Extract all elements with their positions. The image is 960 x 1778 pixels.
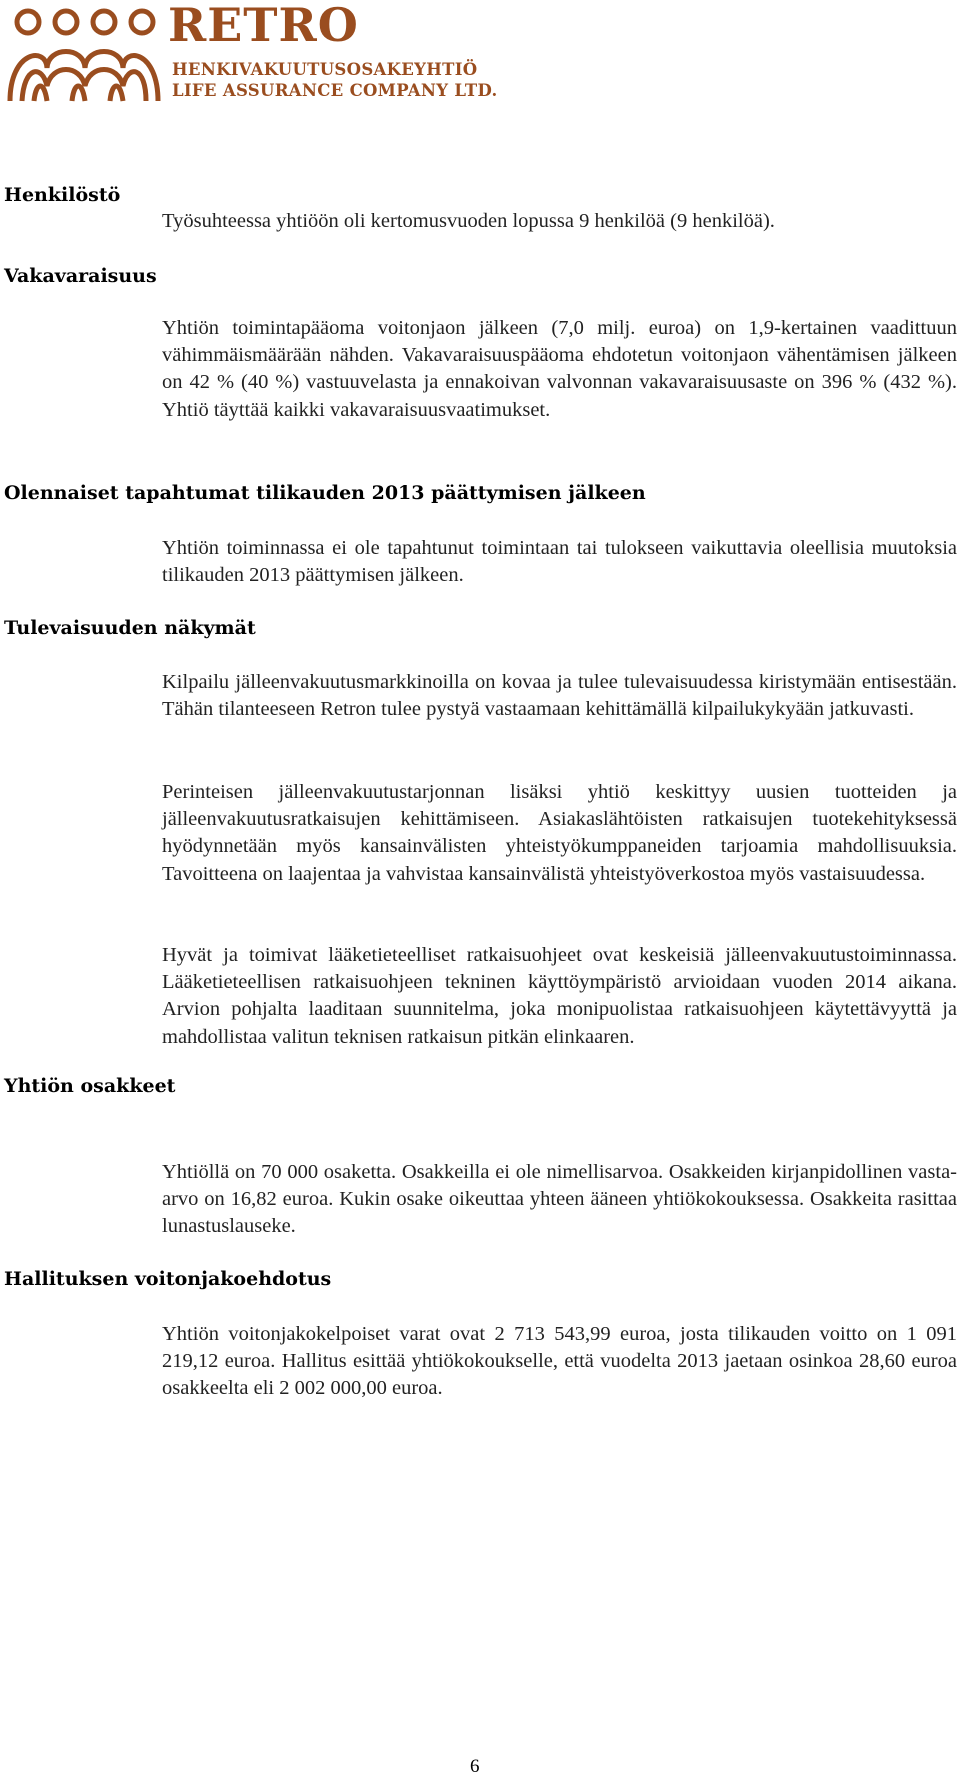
heading-henkilosto: Henkilöstö (4, 184, 121, 206)
paragraph-tulevaisuus-3: Hyvät ja toimivat lääketieteelliset ratkaisuohjeet ovat keskeisiä jälleenvakuutustoiminnassa. Lääketieteellisen ratkaisuohjeen tekninen käyttöympäristö arvioidaan vuoden 2014 aikana. Arvion pohjalta laaditaan suunnitelma, joka monipuolistaa ratkaisuohjeen käytettävyyttä ja mahdollistaa valitun teknisen ratkaisun pitkän elinkaaren. (162, 944, 957, 1048)
paragraph-henkilosto: Työsuhteessa yhtiöön oli kertomusvuoden lopussa 9 henkilöä (9 henkilöä). (162, 210, 775, 232)
logo-subtitle-english: LIFE ASSURANCE COMPANY LTD. (172, 81, 498, 100)
logo-subtitle-finnish: HENKIVAKUUTUSOSAKEYHTIÖ (172, 60, 478, 79)
paragraph-olennaiset-tapahtumat: Yhtiön toiminnassa ei ole tapahtunut toimintaan tai tulokseen vaikuttavia oleellisia muutoksia tilikauden 2013 päättymisen jälkeen. (162, 537, 957, 587)
paragraph-osakkeet: Yhtiöllä on 70 000 osaketta. Osakkeilla ei ole nimellisarvoa. Osakkeiden kirjanpidollinen vasta-arvo on 16,82 euroa. Kukin osake oikeuttaa yhteen ääneen yhtiökokouksessa. Osakkeita rasittaa lunastuslauseke. (162, 1161, 957, 1238)
logo-brand-name: RETRO (168, 0, 359, 52)
paragraph-voitonjakoehdotus: Yhtiön voitonjakokelpoiset varat ovat 2 713 543,99 euroa, josta tilikauden voitto on 1 091 219,12 euroa. Hallitus esittää yhtiökokoukselle, että vuodelta 2013 jaetaan osinkoa 28,60 euroa osakkeelta eli 2 002 000,00 euroa. (162, 1323, 957, 1400)
linked-figures-logo-icon (6, 6, 161, 106)
paragraph-vakavaraisuus: Yhtiön toimintapääoma voitonjaon jälkeen (7,0 milj. euroa) on 1,9-kertainen vaadittuun vähimmäismäärään nähden. Vakavaraisuuspääoma ehdotetun voitonjaon vähentämisen jälkeen on 42 % (40 %) vastuuvelasta ja ennakoivan valvonnan vakavaraisuusaste on 396 % (432 %). Yhtiö täyttää kaikki vakavaraisuusvaatimukset. (162, 317, 957, 421)
paragraph-tulevaisuus-1: Kilpailu jälleenvakuutusmarkkinoilla on kovaa ja tulee tulevaisuudessa kiristymään entisestään. Tähän tilanteeseen Retron tulee pystyä vastaamaan kehittämällä kilpailukykyään jatkuvasti. (162, 671, 957, 721)
heading-vakavaraisuus: Vakavaraisuus (4, 265, 157, 287)
paragraph-tulevaisuus-2: Perinteisen jälleenvakuutustarjonnan lisäksi yhtiö keskittyy uusien tuotteiden ja jälleenvakuutusratkaisujen kehittämiseen. Asiakaslähtöisten ratkaisujen tuotekehityksessä hyödynnetään myös kansainvälisten yhteistyökumppaneiden tarjoamia mahdollisuuksia. Tavoitteena on laajentaa ja vahvistaa kansainvälistä yhteistyöverkostoa myös vastaisuudessa. (162, 781, 957, 885)
page-number: 6 (470, 1756, 480, 1777)
heading-yhtion-osakkeet: Yhtiön osakkeet (4, 1075, 176, 1097)
heading-voitonjakoehdotus: Hallituksen voitonjakoehdotus (4, 1268, 332, 1290)
heading-tulevaisuuden-nakymat: Tulevaisuuden näkymät (4, 617, 256, 639)
heading-olennaiset-tapahtumat: Olennaiset tapahtumat tilikauden 2013 päättymisen jälkeen (4, 482, 646, 504)
